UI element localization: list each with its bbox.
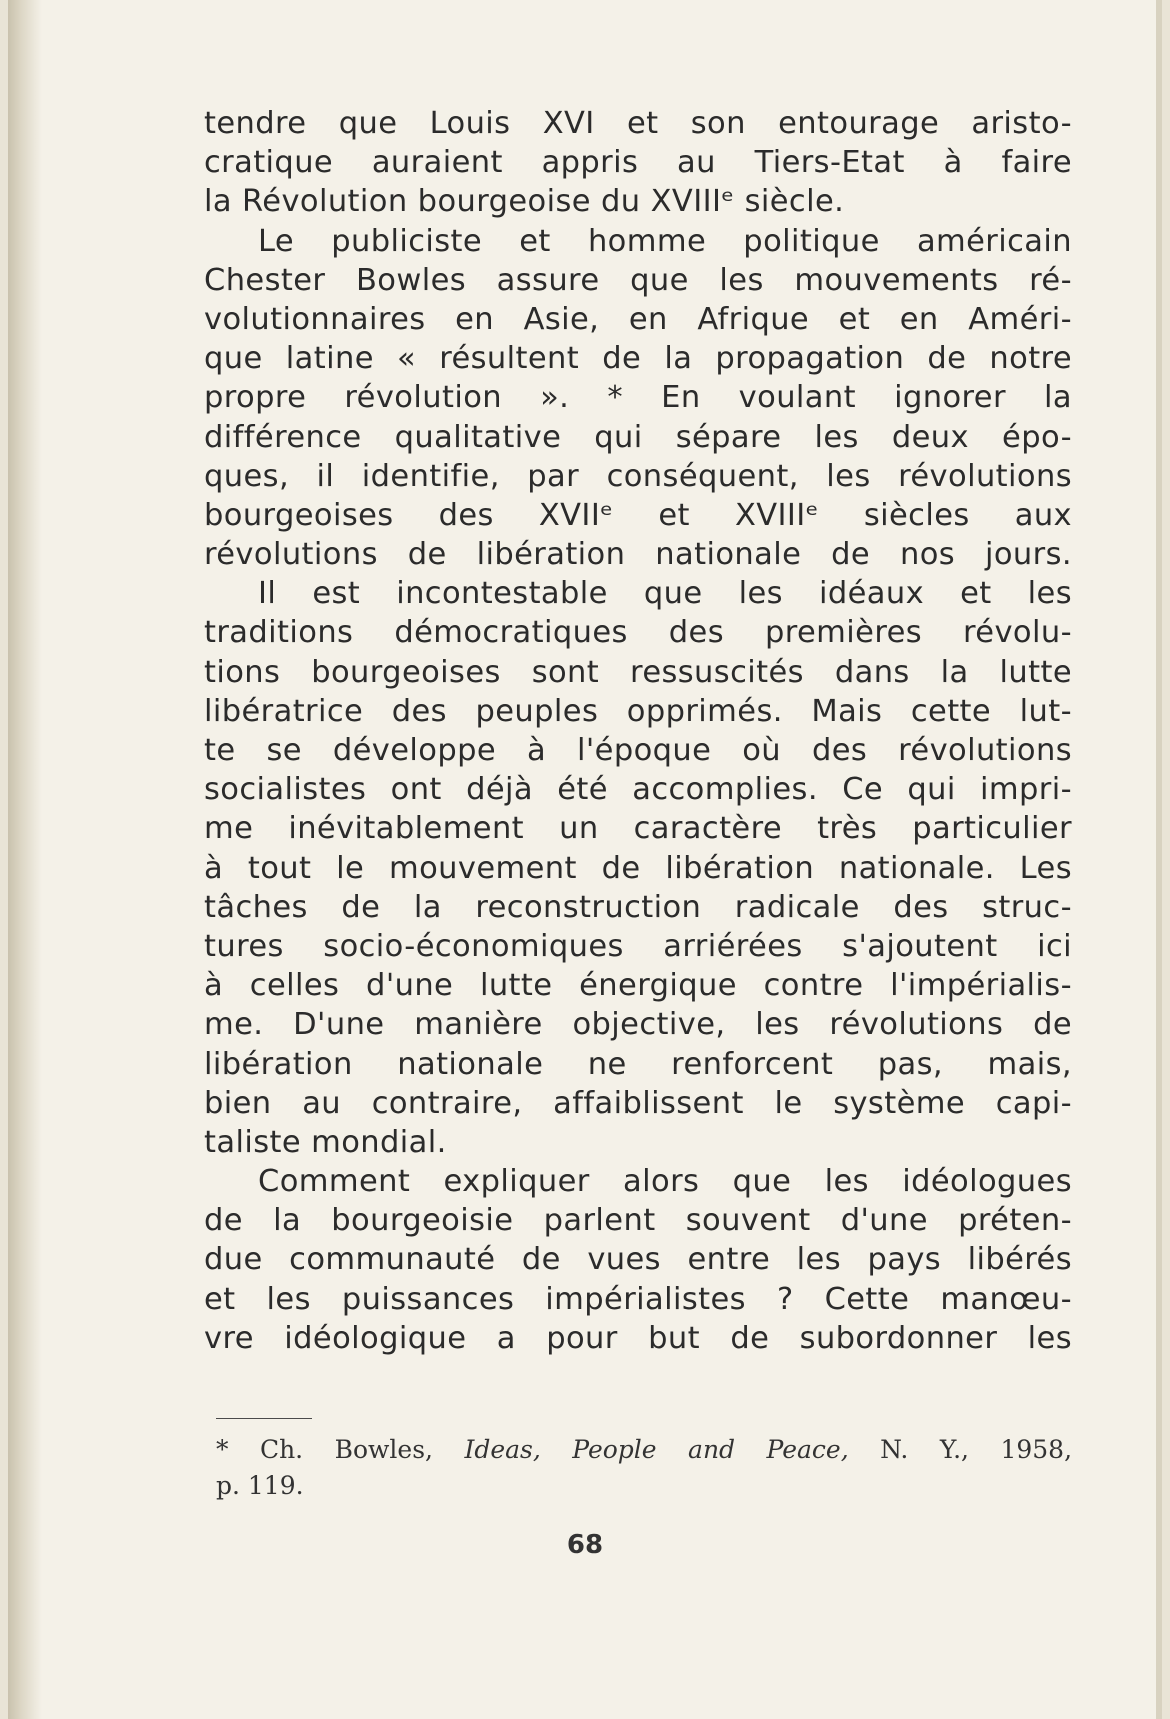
- gutter-shadow: [8, 0, 42, 1719]
- text-line: me. D'une manière objective, les révolutions de: [204, 1007, 1072, 1043]
- text-line: socialistes ont déjà été accomplies. Ce qui impri-: [204, 772, 1072, 808]
- footnote-rule: [216, 1418, 312, 1419]
- text-line: Le publiciste et homme politique américain: [258, 223, 1072, 259]
- text-line: bourgeoises des XVIIᵉ et XVIIIᵉ siècles aux: [204, 497, 1072, 533]
- text-line: due communauté de vues entre les pays libérés: [204, 1242, 1072, 1278]
- page-edge: [1156, 0, 1162, 1719]
- text-line: volutionnaires en Asie, en Afrique et en Améri-: [204, 301, 1072, 337]
- text-line: tendre que Louis XVI et son entourage aristo-: [204, 106, 1072, 141]
- text-line: libératrice des peuples opprimés. Mais cette lut-: [204, 693, 1072, 729]
- footnote: [216, 1432, 1072, 1504]
- text-line: révolutions de libération nationale de nos jours.: [204, 537, 1072, 573]
- text-line: Il est incontestable que les idéaux et les: [258, 576, 1072, 612]
- text-line: taliste mondial.: [204, 1124, 447, 1160]
- text-line: te se développe à l'époque où des révolutions: [204, 733, 1072, 768]
- text-line: Chester Bowles assure que les mouvements ré-: [204, 262, 1072, 298]
- text-line: libération nationale ne renforcent pas, mais,: [204, 1046, 1072, 1082]
- footnote-marker: * Ch. Bowles,: [216, 1435, 433, 1464]
- text-line: que latine « résultent de la propagation de notre: [204, 341, 1072, 377]
- footnote-place-year: N. Y., 1958,: [880, 1435, 1073, 1464]
- text-line: traditions démocratiques des premières révolu-: [204, 615, 1072, 651]
- text-line: bien au contraire, affaiblissent le système capi-: [204, 1085, 1072, 1121]
- text-line: de la bourgeoisie parlent souvent d'une préten-: [204, 1203, 1072, 1239]
- text-line: propre révolution ». * En voulant ignorer la: [204, 380, 1072, 416]
- footnote-title: Ideas, People and Peace,: [464, 1435, 849, 1464]
- text-line: tâches de la reconstruction radicale des struc-: [204, 889, 1072, 925]
- text-line: me inévitablement un caractère très particulier: [204, 811, 1072, 847]
- text-line: à tout le mouvement de libération nationale. Les: [204, 850, 1072, 886]
- text-line: tures socio-économiques arriérées s'ajoutent ici: [204, 928, 1072, 964]
- text-line: et les puissances impérialistes ? Cette manœu-: [204, 1281, 1072, 1317]
- text-line: vre idéologique a pour but de subordonner les: [204, 1320, 1072, 1356]
- text-line: tions bourgeoises sont ressuscités dans la lutte: [204, 654, 1072, 690]
- page-number: 68: [566, 1530, 604, 1560]
- footnote-line: p. 119.: [216, 1471, 304, 1500]
- body-text: [204, 104, 1072, 1358]
- text-line: à celles d'une lutte énergique contre l'impérialis-: [204, 968, 1072, 1004]
- book-page: [8, 0, 1162, 1719]
- text-line: cratique auraient appris au Tiers-Etat à faire: [204, 145, 1072, 181]
- text-line: la Révolution bourgeoise du XVIIIᵉ siècle.: [204, 184, 845, 220]
- text-line: Comment expliquer alors que les idéologues: [258, 1164, 1072, 1200]
- footnote-line: [216, 1432, 1072, 1468]
- text-line: différence qualitative qui sépare les deux épo-: [204, 419, 1072, 455]
- text-line: ques, il identifie, par conséquent, les révolutions: [204, 458, 1072, 494]
